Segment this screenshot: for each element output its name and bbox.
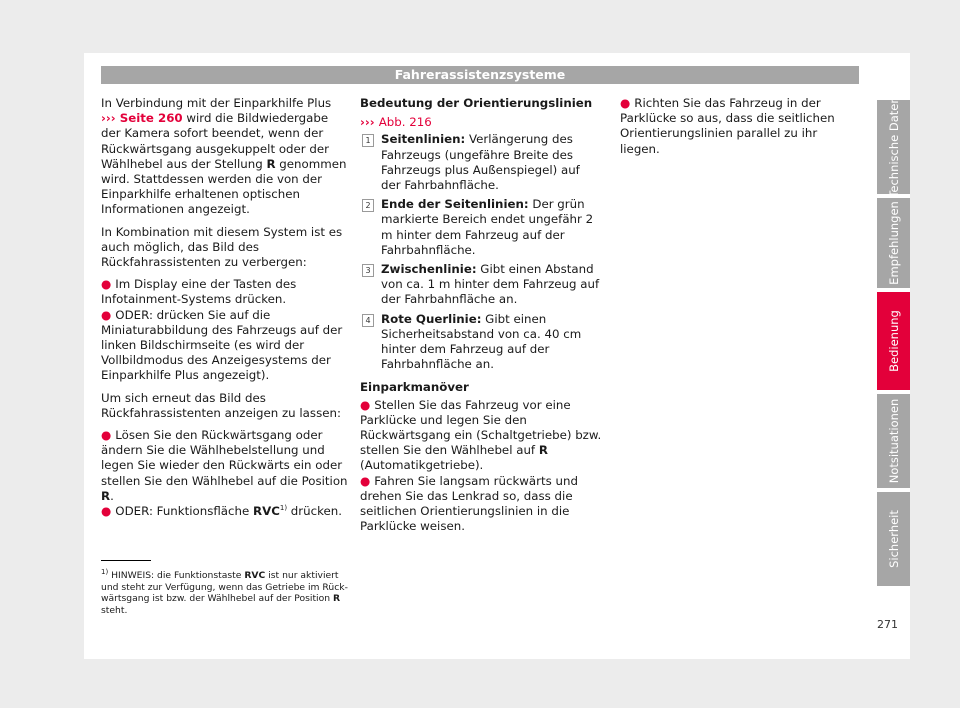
bullet-item: ● Lösen Sie den Rückwärtsgang oder ändern Sie die Wählhebelstellung und legen Sie wieder den Rückwärts ein oder stellen Sie den Wählhebel auf die Position R. <box>101 428 348 503</box>
number-badge: 4 <box>362 314 374 327</box>
number-badge: 1 <box>362 134 374 147</box>
section-heading-parking: Einparkmanöver <box>360 380 469 395</box>
tab-label: Sicherheit <box>886 510 901 568</box>
paragraph-show-image: Um sich erneut das Bild des Rückfahrassistenten anzeigen zu lassen: <box>101 390 341 420</box>
footnote: $^{1)}$ HINWEIS: die Funktionstaste RVC ist nur aktiviert und steht zur Verfügung, wenn das Getriebe im Rückwärtsgang ist bzw. der Wählhebel auf der Position R steht. <box>101 567 348 616</box>
tab-bedienung[interactable] <box>877 292 910 390</box>
bullet-icon: ● <box>620 96 631 110</box>
number-badge: 2 <box>362 199 374 212</box>
bullet-icon: ● <box>101 504 112 519</box>
bullet-item: ● Richten Sie das Fahrzeug in der Parklücke so aus, dass die seitlichen Orientierungslinien parallel zu ihr liegen. <box>620 96 835 156</box>
link-arrow[interactable]: ››› <box>101 111 120 126</box>
footnote-number: 1) <box>101 567 109 576</box>
bullet-icon: ● <box>360 397 371 412</box>
figure-reference <box>360 115 603 130</box>
footnote-divider <box>101 560 151 561</box>
numbered-item: 4 Rote Querlinie: Gibt einen Sicherheitsabstand von ca. 40 cm hinter dem Fahrzeug auf der Fahrbahnfläche an. <box>360 312 603 373</box>
column-right <box>620 96 860 164</box>
chapter-tabs <box>877 96 910 590</box>
tab-empfehlungen[interactable] <box>877 198 910 288</box>
column-left <box>101 96 349 526</box>
tab-label: Empfehlungen <box>886 201 901 285</box>
tab-label: Technische Daten <box>886 96 901 198</box>
bullet-icon: ● <box>101 428 112 443</box>
numbered-item: 3 Zwischenlinie: Gibt einen Abstand von ca. 1 m hinter dem Fahrzeug auf der Fahrbahnfläche an. <box>360 262 603 308</box>
tab-sicherheit[interactable] <box>877 492 910 586</box>
paragraph-hide-image: In Kombination mit diesem System ist es auch möglich, das Bild des Rückfahrassistenten zu verbergen: <box>101 224 343 270</box>
footnote-marker: 1) <box>279 504 288 513</box>
numbered-item: 1 Seitenlinien: Verlängerung des Fahrzeugs (ungefähre Breite des Fahrzeugs plus Außenspiegel) auf der Fahrbahnfläche. <box>360 132 603 193</box>
section-heading-orientation-lines: Bedeutung der Orientierungslinien <box>360 96 593 110</box>
bullet-item: ● Fahren Sie langsam rückwärts und drehen Sie das Lenkrad so, dass die seitlichen Orientierungslinien in die Parklücke weisen. <box>360 473 578 534</box>
bullet-icon: ● <box>101 307 112 322</box>
page-header-title: Fahrerassistenzsysteme <box>101 66 859 84</box>
bullet-item: ● Stellen Sie das Fahrzeug vor eine Parklücke und legen Sie den Rückwärtsgang ein (Schaltgetriebe) bzw. stellen Sie den Wählhebel auf R (Automatikgetriebe). <box>360 397 602 473</box>
column-middle <box>360 96 603 541</box>
numbered-item: 2 Ende der Seitenlinien: Der grün markierte Bereich endet ungefähr 2 m hinter dem Fahrzeug auf der Fahrbahnfläche. <box>360 197 603 258</box>
number-badge: 3 <box>362 264 374 277</box>
tab-technische-daten[interactable] <box>877 96 910 198</box>
page-reference-link[interactable]: Seite 260 <box>119 111 183 126</box>
bullet-item: ● ODER: Funktionsfläche RVC$^{1)}$ drücken. <box>101 504 342 519</box>
bullet-item: ● Im Display eine der Tasten des Infotainment-Systems drücken. <box>101 277 297 307</box>
tab-label: Notsituationen <box>886 398 901 484</box>
bullet-icon: ● <box>101 277 112 292</box>
bullet-icon: ● <box>360 473 371 488</box>
page-number: 271 <box>877 618 898 631</box>
link-arrow[interactable]: ››› <box>360 115 379 130</box>
paragraph-intro: In Verbindung mit der Einparkhilfe Plus ››› Seite 260 wird die Bildwiedergabe der Kamera sofort beendet, wenn der Rückwärtsgang ausgekuppelt oder der Wählhebel aus der Stellung R genommen wird. Stattdessen werden die von der Einparkhilfe erhaltenen optischen Informationen angezeigt. <box>101 96 347 217</box>
figure-reference-link[interactable]: Abb. 216 <box>378 115 432 130</box>
tab-notsituationen[interactable] <box>877 394 910 488</box>
tab-label: Bedienung <box>886 310 901 372</box>
bullet-item: ● ODER: drücken Sie auf die Miniaturabbildung des Fahrzeugs auf der linken Bildschirmseite (es wird der Vollbildmodus des Anzeigesystems der Einparkhilfe Plus angezeigt). <box>101 307 343 383</box>
